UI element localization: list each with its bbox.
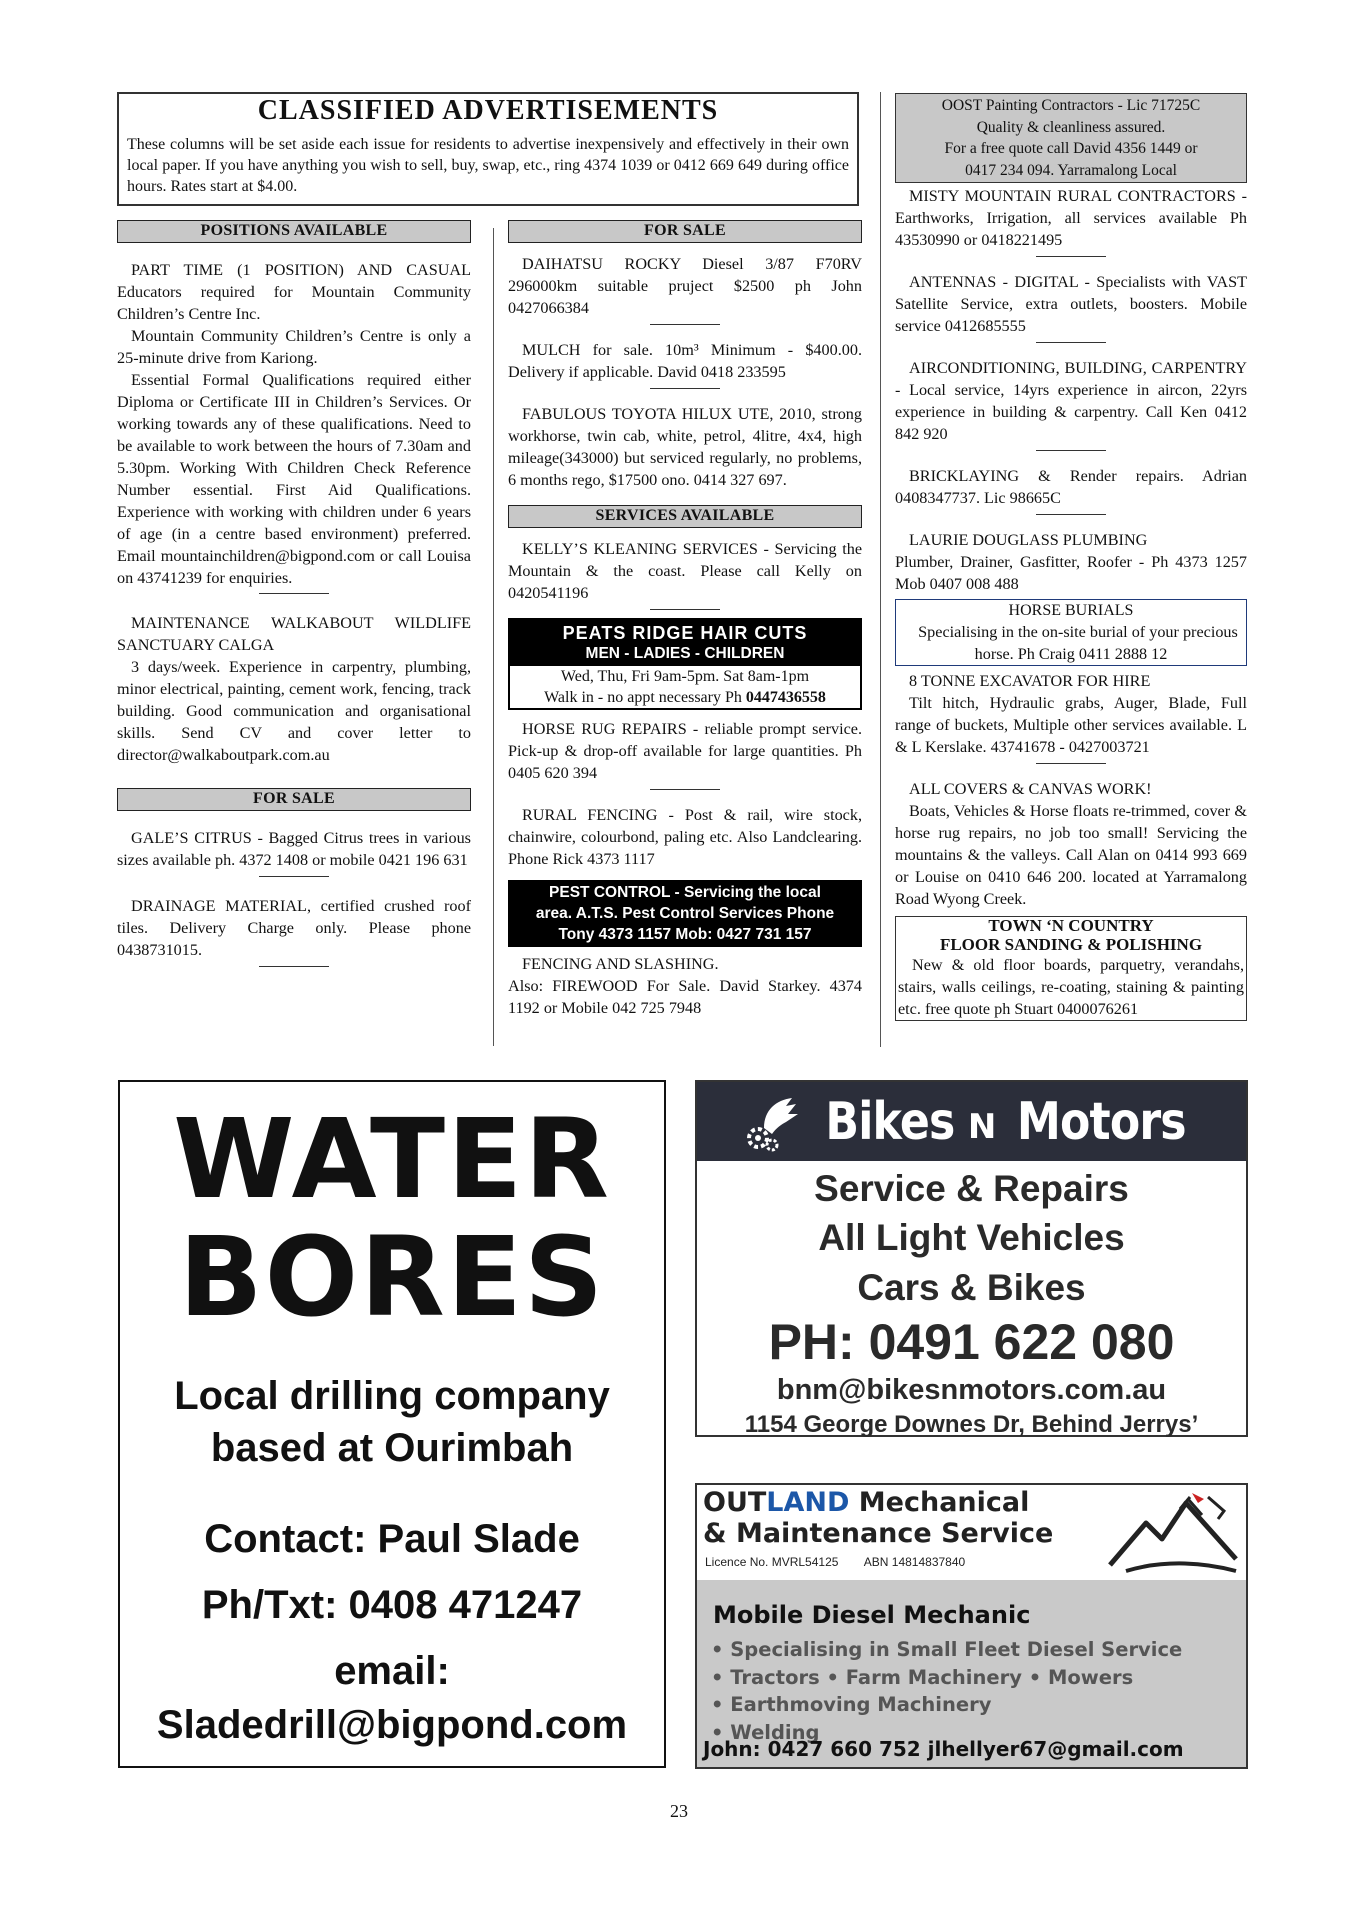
bikes-brand-n: N — [967, 1106, 997, 1147]
outland-licence: Licence No. MVRL54125 — [705, 1555, 839, 1569]
ad-daihatsu: DAIHATSU ROCKY Diesel 3/87 F70RV 296000km suitable pruject $2500 ph John 0427066384 — [508, 255, 862, 317]
column-1 — [117, 220, 471, 981]
outland-out: OUT — [703, 1487, 767, 1518]
for-sale-header-1: FOR SALE — [117, 788, 471, 811]
ad-horse-rug-repairs: HORSE RUG REPAIRS - reliable prompt service. Pick-up & drop-off available for large quantities. Ph 0405 620 394 — [508, 720, 862, 782]
pest-line-3: Tony 4373 1157 Mob: 0427 731 157 — [558, 926, 812, 943]
outland-bullet-1: • Specialising in Small Fleet Diesel Service — [711, 1638, 1183, 1661]
bikes-line-3: Cars & Bikes — [857, 1267, 1086, 1308]
separator — [1036, 763, 1106, 764]
bikes-email: bnm@bikesnmotors.com.au — [776, 1374, 1167, 1406]
water-phone: Ph/Txt: 0408 471247 — [201, 1583, 583, 1627]
oost-line-2: Quality & cleanliness assured. — [976, 118, 1166, 136]
outland-licence-row — [705, 1555, 965, 1569]
bikes-brand-b: Motors — [1017, 1091, 1187, 1152]
separator — [650, 324, 720, 325]
classified-intro: These columns will be set aside each issue for residents to advertise inexpensively and effectively in their own local paper. If you have anything you wish to sell, buy, swap, etc., ring 4374 1039 or 0412 669 649 during office hours. Rates start at $4.00. — [127, 136, 849, 195]
ad-excavator-body: Tilt hitch, Hydraulic grabs, Auger, Blade, Full range of buckets, Multiple other services available. L & L Kerslake. 43741678 - 0427003721 — [895, 694, 1247, 756]
column-3 — [895, 93, 1247, 1021]
separator — [259, 593, 329, 594]
services-available-header: SERVICES AVAILABLE — [508, 505, 862, 528]
outland-ad — [695, 1483, 1248, 1769]
ad-bricklaying: BRICKLAYING & Render repairs. Adrian 0408347737. Lic 98665C — [895, 467, 1247, 507]
town-title-2: FLOOR SANDING & POLISHING — [939, 935, 1203, 954]
positions-available-header: POSITIONS AVAILABLE — [117, 220, 471, 243]
ad-laurie-douglass-body: Plumber, Drainer, Gasfitter, Roofer - Ph 4373 1257 Mob 0407 008 488 — [895, 553, 1247, 593]
classified-title: CLASSIFIED ADVERTISEMENTS — [257, 95, 719, 126]
bores-title: BORES — [178, 1213, 606, 1341]
bikes-address: 1154 George Downes Dr, Behind Jerrys’ — [744, 1411, 1199, 1438]
ad-airconditioning: AIRCONDITIONING, BUILDING, CARPENTRY - Local service, 14yrs experience in aircon, 22yrs experience in building & carpentry. Call Ken 0412 842 920 — [895, 359, 1247, 443]
peats-ridge-box — [508, 618, 862, 710]
gear-horse-logo-icon — [742, 1090, 806, 1154]
pest-control-box — [508, 880, 862, 947]
ad-maintenance-body: 3 days/week. Experience in carpentry, plumbing, minor electrical, painting, cement work, fencing, track building. Good communication and organisational skills. Send CV and cover letter to director@walkaboutpark.com.au — [117, 658, 471, 764]
outland-bullets — [711, 1636, 1246, 1746]
peats-phone: 0447436558 — [745, 689, 826, 706]
outland-bullet-3: • Earthmoving Machinery — [711, 1693, 992, 1716]
ad-kellys-kleaning: KELLY’S KLEANING SERVICES - Servicing the Mountain & the coast. Please call Kelly on 0420541196 — [508, 540, 862, 602]
bikes-n-motors-ad — [695, 1080, 1248, 1437]
peats-walkin-text: Walk in - no appt necessary Ph — [544, 689, 742, 706]
ad-educators: PART TIME (1 POSITION) AND CASUAL Educators required for Mountain Community Children’s Centre Inc. — [117, 261, 471, 323]
outland-bullet-4: • Welding — [711, 1720, 820, 1744]
outland-title-2: & Maintenance Service — [703, 1518, 1054, 1549]
ad-rural-fencing: RURAL FENCING - Post & rail, wire stock, chainwire, colourbond, paling etc. Also Landclearing. Phone Rick 4373 1117 — [508, 806, 862, 868]
outland-title-1 — [703, 1487, 1029, 1519]
pest-line-2: area. A.T.S. Pest Control Services Phone — [535, 905, 835, 922]
horse-burials-title: HORSE BURIALS — [1008, 602, 1134, 619]
ad-antennas: ANTENNAS - DIGITAL - Specialists with VAST Satellite Service, extra outlets, boosters. Mobile service 0412685555 — [895, 273, 1247, 335]
ad-maintenance: MAINTENANCE WALKABOUT WILDLIFE SANCTUARY CALGA — [117, 614, 471, 654]
outland-land: LAND — [766, 1487, 850, 1518]
separator — [259, 876, 329, 877]
outland-contact: John: 0427 660 752 jlhellyer67@gmail.com — [703, 1737, 1184, 1761]
separator — [1036, 450, 1106, 451]
outland-abn: ABN 14814837840 — [863, 1555, 966, 1569]
town-n-country-box — [895, 916, 1247, 1021]
ad-all-covers: ALL COVERS & CANVAS WORK! — [909, 780, 1152, 798]
page-number: 23 — [670, 1801, 688, 1821]
town-body: New & old floor boards, parquetry, verandahs, stairs, walls ceilings, re-coating, staining & painting etc. free quote ph Stuart 0400076261 — [898, 956, 1244, 1018]
ad-all-covers-body: Boats, Vehicles & Horse floats re-trimmed, cover & horse rug repairs, no job too small! Servicing the mountains & the valleys. Call Alan on 0414 993 669 or Louise on 0410 646 200. located at Yarramalong Road Wyong Creek. — [895, 802, 1247, 908]
water-contact: Contact: Paul Slade — [204, 1517, 580, 1561]
bikes-brand-a: Bikes — [825, 1091, 955, 1152]
peats-walkin — [510, 687, 860, 708]
ad-drainage-material: DRAINAGE MATERIAL, certified crushed roof tiles. Delivery Charge only. Please phone 0438731015. — [117, 897, 471, 959]
classified-header-box — [117, 92, 859, 206]
ad-toyota-hilux: FABULOUS TOYOTA HILUX UTE, 2010, strong workhorse, twin cab, white, petrol, 4litre, 4x4, high mileage(343000) but serviced regularly, no problems, 6 months rego, $17500 ono. 0414 327 697. — [508, 405, 862, 489]
ad-mulch: MULCH for sale. 10m³ Minimum - $400.00. Delivery if applicable. David 0418 233595 — [508, 341, 862, 381]
outland-heading: Mobile Diesel Mechanic — [713, 1601, 1031, 1629]
column-rule-1 — [493, 228, 494, 1046]
ad-gales-citrus: GALE’S CITRUS - Bagged Citrus trees in various sizes available ph. 4372 1408 or mobile 0421 196 631 — [117, 829, 471, 869]
ad-excavator: 8 TONNE EXCAVATOR FOR HIRE — [909, 672, 1151, 690]
separator — [650, 388, 720, 389]
horse-burials-box — [895, 599, 1247, 666]
water-email-label: email: — [334, 1649, 450, 1693]
bikes-brand-bar — [697, 1082, 1246, 1161]
bikes-phone: PH: 0491 622 080 — [768, 1314, 1175, 1370]
peats-hours: Wed, Thu, Fri 9am-5pm. Sat 8am-1pm — [560, 668, 810, 685]
outland-top — [697, 1485, 1246, 1580]
horse-burials-body: Specialising in the on-site burial of your precious horse. Ph Craig 0411 2888 12 — [918, 623, 1238, 663]
mountain-logo-icon — [1106, 1489, 1242, 1575]
separator — [1036, 256, 1106, 257]
separator — [650, 609, 720, 610]
column-2 — [508, 220, 862, 1019]
ad-firewood: Also: FIREWOOD For Sale. David Starkey. 4374 1192 or Mobile 042 725 7948 — [508, 977, 862, 1017]
bikes-line-1: Service & Repairs — [814, 1168, 1129, 1209]
ad-misty-mountain: MISTY MOUNTAIN RURAL CONTRACTORS - Earthworks, Irrigation, all services available Ph 43530990 or 0418221495 — [895, 187, 1247, 249]
separator — [650, 789, 720, 790]
pest-line-1: PEST CONTROL - Servicing the local — [549, 884, 821, 901]
ad-fencing-slashing: FENCING AND SLASHING. — [522, 955, 719, 973]
water-title: WATER — [173, 1095, 611, 1223]
oost-box — [895, 93, 1247, 183]
separator — [259, 966, 329, 967]
water-local-2: based at Ourimbah — [210, 1426, 574, 1470]
ad-laurie-douglass: LAURIE DOUGLASS PLUMBING — [909, 531, 1148, 549]
separator — [1036, 514, 1106, 515]
ad-educators-qualifications: Essential Formal Qualifications required either Diploma or Certificate III in Children’s Services. Or working towards any of these qualifications. Need to be available to work between the hours of 7.30am and 5.30pm. Working With Children Check Reference Number essential. First Aid Qualifications. Experience with working with children under 6 years of age (in a centre based environment) preferred. Email mountainchildren@bigpond.com or call Louisa on 43741239 for enquiries. — [117, 371, 471, 587]
water-bores-ad — [118, 1080, 666, 1768]
outland-bullet-2: • Tractors • Farm Machinery • Mowers — [711, 1665, 1134, 1689]
peats-subtitle: MEN - LADIES - CHILDREN — [510, 644, 860, 666]
column-rule-2 — [880, 92, 881, 1047]
ad-educators-location: Mountain Community Children’s Centre is only a 25-minute drive from Kariong. — [117, 327, 471, 367]
separator — [1036, 342, 1106, 343]
town-title-1: TOWN ‘N COUNTRY — [988, 916, 1154, 935]
bikes-line-2: All Light Vehicles — [818, 1217, 1125, 1258]
for-sale-header-2: FOR SALE — [508, 220, 862, 243]
outland-mechanical: Mechanical — [849, 1487, 1030, 1518]
oost-line-1: OOST Painting Contractors - Lic 71725C — [941, 97, 1201, 114]
water-local-1: Local drilling company — [174, 1374, 610, 1418]
oost-line-3: For a free quote call David 4356 1449 or — [944, 140, 1198, 157]
peats-title: PEATS RIDGE HAIR CUTS — [510, 620, 860, 644]
oost-line-4: 0417 234 094. Yarramalong Local — [965, 161, 1177, 179]
water-email: Sladedrill@bigpond.com — [156, 1703, 628, 1747]
